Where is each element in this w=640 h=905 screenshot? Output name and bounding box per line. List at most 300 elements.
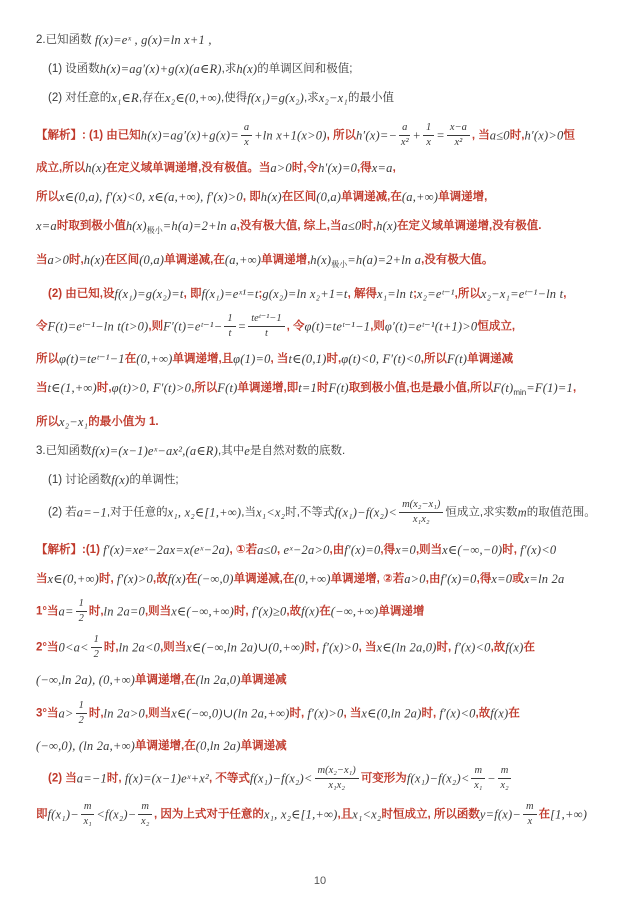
text-run: (2) 由已知,设 <box>48 288 115 301</box>
text-run: 在 <box>523 641 535 654</box>
text-run: (1) <box>85 544 104 557</box>
text-run: ,没有极大值, 综上,当 <box>236 220 342 233</box>
fraction-denominator: x₁ <box>474 779 483 791</box>
text-line <box>36 736 614 756</box>
fraction <box>423 122 434 149</box>
fraction-numerator: a <box>399 122 410 136</box>
fraction-numerator: m <box>138 801 152 815</box>
fraction <box>76 598 87 625</box>
text-run: ,所以 <box>454 288 481 301</box>
fraction-numerator: 1 <box>76 598 87 612</box>
text-run: ,所以 <box>420 353 447 366</box>
math-run: a= <box>58 604 74 619</box>
math-run: h(x)=ag′(x)+g(x)(a∈R) <box>99 62 222 77</box>
math-run: f′(x)>0 <box>116 572 154 587</box>
text-run: 恒成立, <box>477 320 516 333</box>
fraction-denominator: x² <box>400 137 409 149</box>
fraction <box>81 801 95 828</box>
math-run: f(x₁)−f(x₂)< <box>334 505 398 520</box>
fraction-numerator: m <box>471 765 485 779</box>
math-run: F(t) <box>446 352 468 367</box>
text-run: 的最小值 <box>347 92 394 105</box>
text-run: , 令 <box>286 320 305 333</box>
math-run: φ′(t)=eᵗ⁻¹(t+1)>0 <box>384 319 478 334</box>
text-run: ,所以 <box>191 382 218 395</box>
math-run: f′(x)≥0 <box>251 604 287 619</box>
math-run: (−∞,0), (ln 2a,+∞) <box>36 738 136 753</box>
fraction <box>138 801 152 828</box>
math-run: (0,ln 2a) <box>195 738 241 753</box>
text-run: 当 <box>36 254 48 267</box>
text-run: , 不等式 <box>208 772 250 785</box>
math-run: ln 2a=0 <box>103 604 145 619</box>
fraction-numerator: x−a <box>447 122 470 136</box>
text-run: , ①若 <box>229 544 258 557</box>
math-run: g(x₂)=ln x₂+1=t <box>262 287 348 302</box>
math-run: f(x) <box>167 572 186 587</box>
text-run: ,得 <box>380 544 396 557</box>
math-run: f(x₁)=eˣ¹=t <box>201 287 259 302</box>
fraction-denominator: t <box>264 328 268 340</box>
text-run: 时, <box>289 707 308 719</box>
math-run: f′(x)<0 <box>439 706 476 720</box>
text-run: ,且 <box>337 808 353 821</box>
fraction-numerator: m(x₂−x₁) <box>315 765 359 779</box>
math-run: F(t)=eᵗ⁻¹−ln t(t>0) <box>47 319 149 334</box>
text-run: 时, <box>88 707 104 719</box>
fraction <box>315 765 359 792</box>
fraction <box>76 700 87 727</box>
text-run: (1) 设函数 <box>48 63 100 76</box>
math-run: + <box>412 128 422 143</box>
text-run: 单调递减 <box>240 739 287 752</box>
text-run: 当 <box>36 382 48 395</box>
text-run: 时恒成立, 所以函数 <box>381 808 480 821</box>
fraction-denominator: x₂ <box>500 779 509 791</box>
text-run: 时, <box>304 641 323 654</box>
text-run: ,得 <box>476 573 492 586</box>
text-line <box>36 378 614 403</box>
text-line <box>36 187 614 207</box>
text-run: ,故 <box>475 707 491 719</box>
text-run: ,则当 <box>144 605 172 618</box>
fraction <box>498 765 512 792</box>
math-run: f(x₁)=g(x₂)=t <box>114 287 184 302</box>
text-run: ; <box>258 288 263 301</box>
text-run: 单调递减,在 <box>164 254 225 267</box>
text-run: 单调递减 <box>240 674 287 687</box>
text-run: 所以 <box>36 353 59 366</box>
text-run: 单调递增, <box>438 191 488 204</box>
math-run: a≤0 <box>257 543 278 558</box>
text-run: 单调递减,在 <box>233 573 295 586</box>
text-run: 的单调区间和极值; <box>257 63 353 76</box>
math-run: a=−1 <box>76 505 107 520</box>
math-run: F(t) <box>217 381 238 396</box>
math-run: = <box>436 128 445 143</box>
text-run: , 解得 <box>347 288 377 301</box>
text-run: 时, <box>88 605 104 618</box>
fraction-denominator: x₁x₂ <box>328 779 345 791</box>
text-run: 单调递增 <box>378 605 425 618</box>
math-run: f′(x)>0 <box>322 640 359 655</box>
math-run: x∈(0,+∞) <box>47 572 99 587</box>
text-line <box>36 499 614 526</box>
text-run: 在 <box>185 573 198 586</box>
text-run: 时, <box>106 772 125 785</box>
text-run: 在区间 <box>104 254 140 267</box>
text-run: 的取值范围。 <box>526 506 596 519</box>
fraction <box>523 801 537 828</box>
math-run: a>0 <box>47 253 70 268</box>
text-run: 所以 <box>36 191 59 204</box>
text-line <box>36 598 614 625</box>
math-run: (−∞,0) <box>197 572 234 587</box>
math-run: x=a <box>36 219 57 234</box>
fraction <box>399 499 443 526</box>
text-line <box>36 122 614 149</box>
text-run: 在 <box>508 707 520 719</box>
text-run: ,由 <box>425 573 441 586</box>
text-run: 时, <box>98 573 117 586</box>
math-run: x₂−x₁=eᵗ⁻¹−ln t <box>480 287 564 302</box>
math-run: − <box>487 771 496 786</box>
text-run: , <box>572 382 577 395</box>
math-run: = <box>237 319 247 334</box>
math-run: x∈(−∞,0)∪(ln 2a,+∞) <box>171 706 290 720</box>
text-run: 单调递增, ②若 <box>330 573 405 586</box>
text-run: ,故 <box>286 605 302 618</box>
text-run: 单调递增,在 <box>135 674 196 687</box>
math-run: h′(x)>0 <box>524 128 564 143</box>
math-run: x₁, x₂∈[1,+∞) <box>263 807 338 822</box>
text-run: , <box>277 544 284 557</box>
fraction-denominator: 2 <box>78 613 84 625</box>
math-run: f(x₁)=g(x₂) <box>247 91 305 106</box>
fraction-numerator: m <box>498 765 512 779</box>
text-run: 恒 <box>563 129 575 142</box>
text-run: 单调递减,在 <box>341 191 402 204</box>
math-run: a> <box>58 706 74 720</box>
text-run: 所以 <box>36 416 59 429</box>
page-number: 10 <box>313 875 327 887</box>
text-run: , 因为上式对于任意的 <box>153 808 264 821</box>
subscript-text: min <box>513 388 527 398</box>
text-run: , 即 <box>242 191 261 204</box>
fraction-numerator: 1 <box>76 700 87 714</box>
fraction-numerator: a <box>241 122 252 136</box>
text-run: , 所以 <box>326 129 356 142</box>
math-run: =F(1)=1 <box>526 381 573 396</box>
math-run: x=0 <box>491 572 513 587</box>
text-run: 时, <box>502 544 521 557</box>
fraction-numerator: m <box>523 801 537 815</box>
text-run: 3°当 <box>36 707 59 719</box>
math-run: f(x₁)−f(x₂)< <box>249 771 313 786</box>
text-run: 的单调性; <box>129 474 179 487</box>
math-run: ln 2a<0 <box>118 640 161 655</box>
text-run: 单调递增,且 <box>172 353 234 366</box>
text-run: ,对于任意的 <box>106 506 168 519</box>
fraction-denominator: x <box>244 137 249 149</box>
math-run: h′(x)=0 <box>318 161 358 176</box>
math-run: f′(x)=0 <box>344 543 381 558</box>
text-run: 2°当 <box>36 641 59 654</box>
text-line <box>36 670 614 690</box>
fraction-denominator: 2 <box>78 714 84 726</box>
text-run: 在定义域单调递增,没有极值。当 <box>106 162 271 175</box>
text-run: ,则 <box>370 320 385 333</box>
math-run: f(x₁)− <box>47 807 79 822</box>
fraction-numerator: 1 <box>224 313 235 327</box>
math-run: h′(x)=− <box>355 128 398 143</box>
math-run: x₂−x₁ <box>59 415 89 430</box>
math-run: h(x) <box>310 253 332 268</box>
text-run: ,求 <box>221 63 237 76</box>
fraction-denominator: x₂ <box>141 815 150 827</box>
math-run: φ(1)=0 <box>233 352 271 367</box>
math-run: x∈(−∞,−0) <box>442 543 503 558</box>
math-run: a>0 <box>270 161 292 176</box>
math-run: eˣ−2a>0 <box>283 543 330 558</box>
math-run: =h(a)=2+ln a <box>162 219 237 234</box>
text-run: ,使得 <box>221 92 248 105</box>
text-run: 或 <box>512 573 524 586</box>
math-run: (a,+∞) <box>224 253 262 268</box>
text-line <box>36 700 614 727</box>
math-run: h(x) <box>125 219 147 234</box>
math-run: (−∞,ln 2a), (0,+∞) <box>36 673 136 688</box>
text-run: 时, <box>326 353 342 366</box>
fraction-denominator: x₁ <box>83 815 92 827</box>
math-run: t∈(1,+∞) <box>47 381 97 396</box>
fraction <box>248 313 284 340</box>
text-line <box>36 88 614 108</box>
text-run: ,其中 <box>218 445 245 458</box>
text-run: (2) 若 <box>48 506 77 519</box>
fraction <box>471 765 485 792</box>
text-line <box>36 765 614 792</box>
text-run: 单调递增, <box>261 254 311 267</box>
text-run: 时,令 <box>291 162 319 175</box>
text-run: ,存在 <box>138 92 166 105</box>
text-run: . <box>155 416 159 429</box>
text-run: ,则 <box>148 320 164 333</box>
text-run: 【解析】: <box>36 129 86 142</box>
math-run: x₁=ln t <box>377 287 414 302</box>
text-run: ,则当 <box>160 641 187 654</box>
math-run: x∈(−∞,ln 2a)∪(0,+∞) <box>186 640 305 655</box>
text-line <box>36 412 614 432</box>
text-run: 成立,所以 <box>36 162 86 175</box>
math-run: x∈(0,a), f′(x)<0, x∈(a,+∞), f′(x)>0 <box>59 190 243 205</box>
text-run: , 当 <box>358 641 377 654</box>
math-run: x₂∈(0,+∞) <box>165 91 222 106</box>
text-run: 恒成立,求实数 <box>445 506 518 519</box>
math-run: F(t) <box>493 381 514 396</box>
text-line <box>36 59 614 79</box>
math-run: F′(t)=eᵗ⁻¹− <box>163 319 223 334</box>
text-run: (1) 讨论函数 <box>48 474 112 487</box>
page-footer <box>0 875 640 887</box>
text-run: ,则当 <box>144 707 172 719</box>
fraction-denominator: t <box>228 328 232 340</box>
text-run: 令 <box>36 320 48 333</box>
math-run: +ln x+1(x>0) <box>254 128 327 143</box>
math-run: t∈(0,1) <box>288 352 327 367</box>
text-line <box>36 470 614 490</box>
text-run: 取到极小值,也是最小值,所以 <box>348 382 494 395</box>
text-run: ,当 <box>241 506 256 519</box>
math-run: x₁<x₂ <box>255 505 286 520</box>
math-run: f′(x)=0 <box>440 572 477 587</box>
text-run: (2) 对任意的 <box>48 92 112 105</box>
math-run: h(x)=ag′(x)+g(x)= <box>140 128 239 143</box>
text-run: , 当 <box>343 707 362 719</box>
fraction <box>241 122 252 149</box>
math-run: x₁, x₂∈[1,+∞) <box>167 505 242 520</box>
fraction-numerator: 1 <box>91 634 102 648</box>
math-run: φ(t)<0, F′(t)<0 <box>341 352 421 367</box>
text-line <box>36 158 614 178</box>
fraction <box>224 313 235 340</box>
text-line <box>36 349 614 369</box>
math-run: a≤0 <box>489 128 510 143</box>
fraction <box>447 122 470 149</box>
fraction-numerator: teᵗ⁻¹−1 <box>248 313 284 327</box>
math-run: ln 2a>0 <box>103 706 145 720</box>
math-run: h(x) <box>236 62 258 77</box>
math-run: (0,+∞) <box>136 352 173 367</box>
text-run: 即 <box>36 808 48 821</box>
math-run: x=0 <box>395 543 416 558</box>
math-run: x=ln 2a <box>523 572 565 587</box>
math-run: φ(t)=teᵗ⁻¹−1 <box>59 352 125 367</box>
text-run: 时, <box>421 707 440 719</box>
text-run: (1) 由已知 <box>85 129 141 142</box>
math-run: e <box>244 444 250 459</box>
math-run: φ(t)>0, F′(t)>0 <box>111 381 192 396</box>
text-line <box>36 250 614 275</box>
text-run: ,没有极大值。 <box>421 254 494 267</box>
math-run: h(x) <box>376 219 398 234</box>
math-run: f′(x)<0 <box>454 640 491 655</box>
text-run: 当 <box>36 573 48 586</box>
math-run: f(x)=eˣ , g(x)=ln x+1 , <box>91 33 212 47</box>
text-run: 2.已知函数 <box>36 34 92 46</box>
text-run: (2) 当 <box>48 772 77 785</box>
text-run: 时取到极小值 <box>56 220 126 233</box>
math-run: m <box>517 505 527 520</box>
text-run: ,得 <box>357 162 372 175</box>
text-run: , 即 <box>183 288 202 301</box>
text-run: 在定义域单调递增,没有极值. <box>397 220 542 233</box>
text-run: 在 <box>319 605 331 618</box>
math-run: (ln 2a,0) <box>195 673 241 688</box>
text-run: 时, <box>436 641 455 654</box>
text-run: ,则当 <box>415 544 443 557</box>
fraction-denominator: x₁x₂ <box>412 514 430 526</box>
math-run: x∈(ln 2a,0) <box>376 640 437 655</box>
math-run: y=f(x)− <box>479 807 522 822</box>
text-run: 是自然对数的底数. <box>249 445 346 458</box>
math-run: (0,a) <box>316 190 342 205</box>
math-run: t=1 <box>298 381 317 396</box>
math-run: <f(x₂)− <box>96 807 137 822</box>
math-run: f(x) <box>111 473 130 488</box>
math-run: h(x) <box>260 190 282 205</box>
math-run: x∈(0,ln 2a) <box>361 706 422 720</box>
math-run: (0,+∞) <box>294 572 331 587</box>
text-run: 时,不等式 <box>285 506 335 519</box>
math-run: a=−1 <box>76 771 107 786</box>
text-run: 的最小值为 <box>88 416 149 429</box>
fraction-numerator: m(x₂−x₁) <box>399 499 443 513</box>
text-line <box>36 540 614 560</box>
math-run: x₁<x₂ <box>352 807 382 822</box>
fraction-denominator: x² <box>454 137 463 149</box>
text-run: 可变形为 <box>360 772 407 785</box>
math-run: (−∞,+∞) <box>330 604 379 619</box>
math-run: x=a <box>371 161 393 176</box>
text-line <box>36 313 614 340</box>
text-run: 在 <box>538 808 551 821</box>
math-run: h(x) <box>83 253 105 268</box>
text-run: ,故 <box>153 573 168 586</box>
text-run: , <box>392 162 396 175</box>
fraction-numerator: m <box>81 801 95 815</box>
text-run: ,由 <box>329 544 345 557</box>
math-run: x₂=eᵗ⁻¹ <box>416 287 455 302</box>
text-line <box>36 801 614 828</box>
text-run: , 当 <box>270 353 289 366</box>
text-run: 时, <box>69 254 84 267</box>
math-run: x₂−x₁ <box>318 91 348 106</box>
text-line <box>36 634 614 661</box>
text-run: 时, <box>509 129 525 142</box>
text-run: 时 <box>317 382 329 395</box>
math-run: x∈(−∞,+∞) <box>171 604 234 619</box>
text-run: 单调递增,在 <box>135 739 196 752</box>
subscript-text: 极小 <box>146 226 163 236</box>
math-run: =h(a)=2+ln a <box>347 253 422 268</box>
math-run: f(x)=(x−1)eˣ+x² <box>124 771 209 786</box>
text-run: , 当 <box>471 129 490 142</box>
text-line <box>36 30 614 50</box>
math-run: f(x)=(x−1)eˣ−ax² <box>91 444 183 459</box>
subscript-text: 极小 <box>331 260 348 270</box>
fraction <box>399 122 410 149</box>
text-run: , <box>563 288 567 301</box>
text-run: 1°当 <box>36 605 59 618</box>
text-run: 单调递增,即 <box>237 382 299 395</box>
text-run: 时, <box>96 382 112 395</box>
math-run: [1,+∞) <box>550 807 588 822</box>
math-run: a≤0 <box>341 219 362 234</box>
math-run: F(t) <box>328 381 349 396</box>
math-run: ,(a∈R) <box>182 444 218 459</box>
math-run: (a,+∞) <box>401 190 439 205</box>
fraction-denominator: x <box>426 137 431 149</box>
math-run: f′(x)<0 <box>520 543 557 558</box>
text-run: 单调递减 <box>467 353 514 366</box>
math-run: f′(x)>0 <box>307 706 344 720</box>
text-run: 在区间 <box>281 191 317 204</box>
text-run: ,求 <box>304 92 319 105</box>
text-run: 时, <box>233 605 252 618</box>
math-run: a>0 <box>404 572 426 587</box>
text-run: ,故 <box>490 641 506 654</box>
